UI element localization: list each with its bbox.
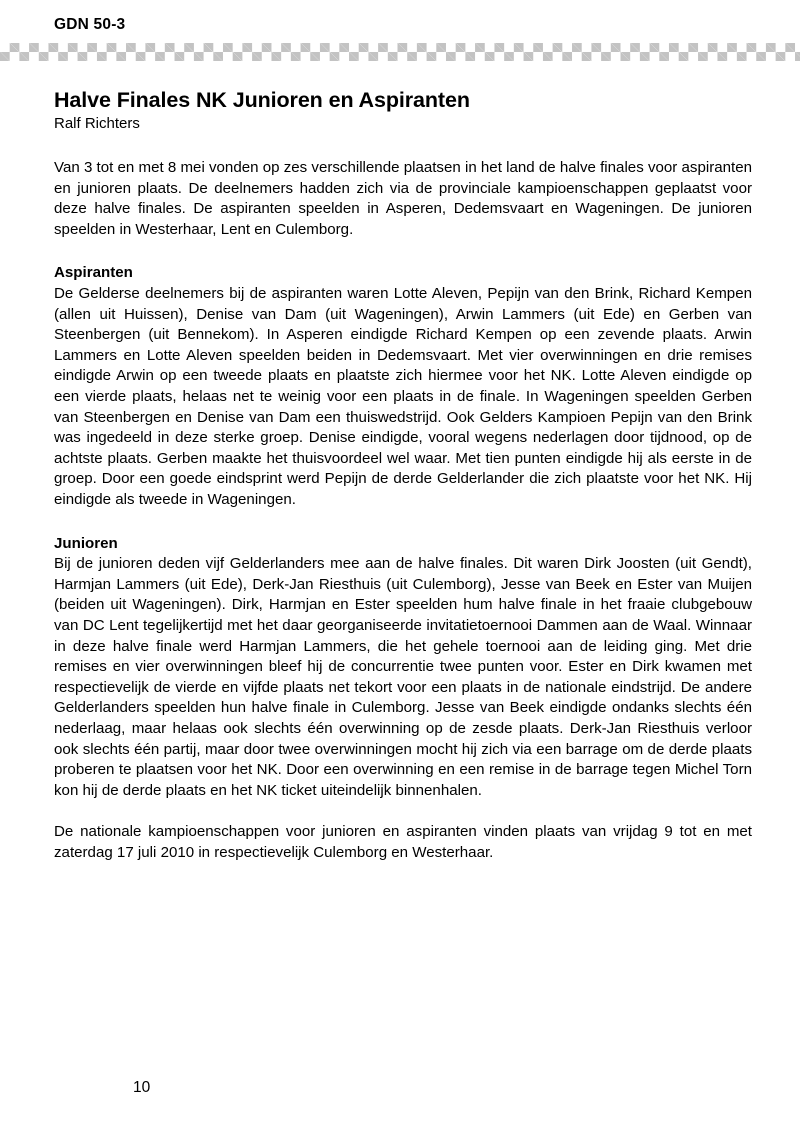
article-body bbox=[54, 88, 752, 864]
section-body-aspiranten: De Gelderse deelnemers bij de aspiranten waren Lotte Aleven, Pepijn van den Brink, Richard Kempen (allen uit Huissen), Denise van Dam (uit Wageningen), Arwin Lammers (uit Ede) en Gerben van Steenbergen (uit Bennekom). In Asperen eindigde Richard Kempen op een zevende plaats. Arwin Lammers en Lotte Aleven speelden beiden in Dedemsvaart. Met vier overwinningen en drie remises eindigde Arwin op een tweede plaats en plaatste zich hiermee voor het NK. Lotte Aleven eindigde op een vierde plaats, helaas net te weinig voor een plaats in de finale. In Wageningen speelden Gerben van Steenbergen en Denise van Dam een thuiswedstrijd. Ook Gelders Kampioen Pepijn van den Brink was ingedeeld in deze sterke groep. Denise eindigde, vooral wegens nederlagen door tijdnood, op de achtste plaats. Gerben maakte het thuisvoordeel wel waar. Met tien punten eindigde hij als eerste in de groep. Door een goede eindsprint werd Pepijn de derde Gelderlander die zich plaatste voor het NK. Hij eindigde als tweede in Wageningen. bbox=[54, 285, 752, 509]
section-body-junioren: Bij de junioren deden vijf Gelderlanders mee aan de halve finales. Dit waren Dirk Joosten (uit Gendt), Harmjan Lammers (uit Ede), Derk-Jan Riesthuis (uit Culemborg), Jesse van Beek en Ester van Muijen (beiden uit Wageningen). Dirk, Harmjan en Ester speelden hum halve finale in het fraaie clubgebouw van DC Lent tegelijkertijd met het daar georganiseerde invitatietoernooi Dammen aan de Waal. Winnaar in deze halve finale werd Harmjan Lammers, die het gehele toernooi aan de leiding ging. Met drie remises en vier overwinningen bleef hij de concurrentie twee punten voor. Ester en Dirk kwamen met respectievelijk de vierde en vijfde plaats net tekort voor een plaats in de nationale eindstrijd. De andere Gelderlanders speelden hun halve finale in Culemborg. Jesse van Beek eindigde ondanks slechts één nederlaag, maar helaas ook slechts één overwinning op de zesde plaats. Derk-Jan Riesthuis verloor ook slechts één partij, maar door twee overwinningen mocht hij zich via een barrage om de derde plaats proberen te plaatsen voor het NK. Door een overwinning en een remise in de barrage tegen Michel Torn kon hij de derde plaats en het NK ticket uiteindelijk binnenhalen. bbox=[54, 555, 752, 799]
checkerboard-rule bbox=[0, 43, 800, 61]
page-title: Halve Finales NK Junioren en Aspiranten bbox=[54, 88, 470, 112]
closing-paragraph: De nationale kampioenschappen voor junioren en aspiranten vinden plaats van vrijdag 9 tot en met zaterdag 17 juli 2010 in respectievelijk Culemborg en Westerhaar. bbox=[54, 823, 752, 861]
intro-paragraph: Van 3 tot en met 8 mei vonden op zes verschillende plaatsen in het land de halve finales voor aspiranten en junioren plaats. De deelnemers hadden zich via de provinciale kampioenschappen geplaatst voor deze halve finales. De aspiranten speelden in Asperen, Dedemsvaart en Wageningen. De junioren speelden in Westerhaar, Lent en Culemborg. bbox=[54, 159, 752, 238]
page-number: 10 bbox=[133, 1079, 151, 1096]
section-heading-junioren: Junioren bbox=[54, 534, 118, 552]
page-header bbox=[0, 0, 800, 62]
running-header-label: GDN 50-3 bbox=[54, 16, 126, 33]
section-heading-aspiranten: Aspiranten bbox=[54, 264, 133, 282]
byline: Ralf Richters bbox=[54, 115, 140, 133]
